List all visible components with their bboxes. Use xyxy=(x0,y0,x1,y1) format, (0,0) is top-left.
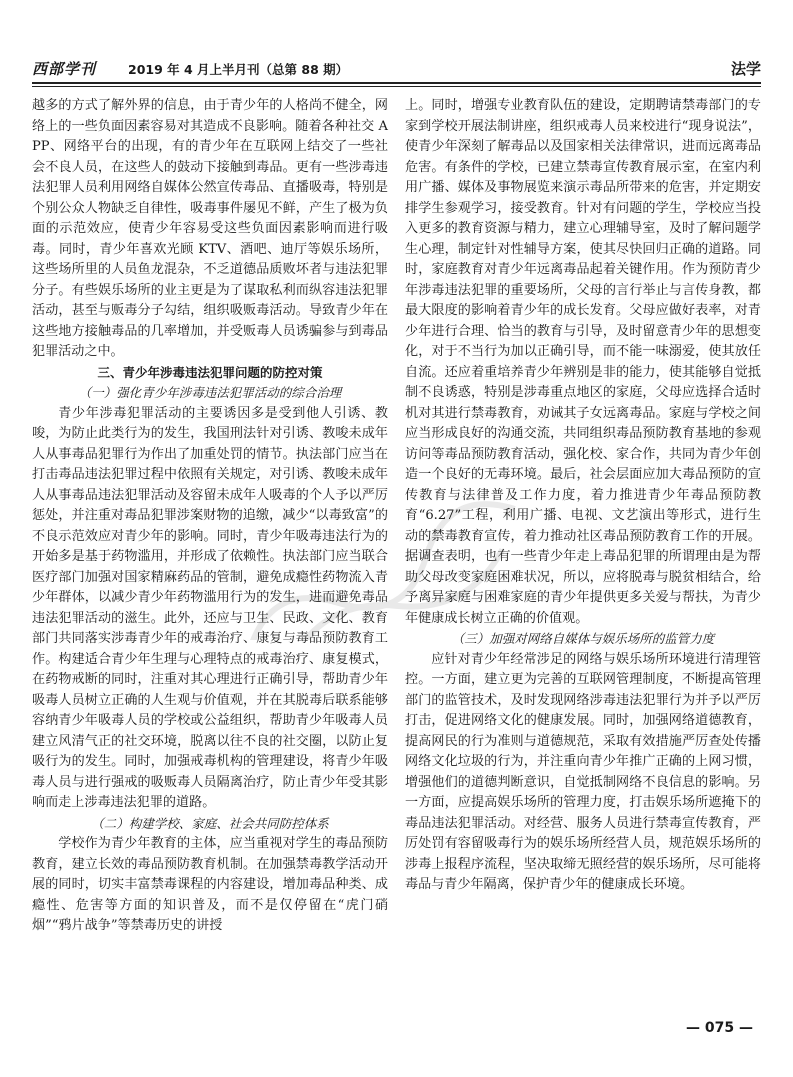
page-header xyxy=(32,58,761,80)
paragraph: 越多的方式了解外界的信息，由于青少年的人格尚不健全，网络上的一些负面因素容易对其造成不良影响。随着各种社交 APP、网络平台的出现，有的青少年在互联网上结交了一些社会不良人员，在这些人的鼓动下接触到毒品。更有一些涉毒违法犯罪人员利用网络自媒体公然宣传毒品、直播吸毒，特别是个别公众人物缺乏自律性，吸毒事件屡见不鲜，产生了极为负面的示范效应，使青少年容易受这些负面因素影响而进行吸毒。同时，青少年喜欢光顾 KTV、酒吧、迪厅等娱乐场所，这些场所里的人员鱼龙混杂，不乏道德品质败坏者与违法犯罪分子。有些娱乐场所的业主更是为了谋取私利而纵容违法犯罪活动，甚至与贩毒分子勾结，组织吸贩毒活动。导致青少年在这些地方接触毒品的几率增加，并受贩毒人员诱骗参与到毒品犯罪活动之中。 xyxy=(32,98,388,359)
paragraph: 上。同时，增强专业教育队伍的建设，定期聘请禁毒部门的专家到学校开展法制讲座，组织戒毒人员来校进行“现身说法”，使青少年深刻了解毒品以及国家相关法律常识，进而远离毒品危害。有条件的学校，已建立禁毒宣传教育展示室，在室内利用广播、媒体及事物展览来演示毒品所带来的危害，并定期安排学生参观学习，接受教育。针对有问题的学生，学校应当投入更多的教育资源与精力，建立心理辅导室，及时了解问题学生心理，制定针对性辅导方案，使其尽快回归正确的道路。同时，家庭教育对青少年远离毒品起着关键作用。作为预防青少年涉毒违法犯罪的重要场所，父母的言行举止与言传身教，都最大限度的影响着青少年的成长发育。父母应做好表率，对青少年进行合理、恰当的教育与引导，及时留意青少年的思想变化，对于不当行为加以正确引导，而不能一味溺爱，使其放任自流。还应着重培养青少年辨别是非的能力，使其能够自觉抵制不良诱惑，特别是涉毒重点地区的家庭，父母应选择合适时机对其进行禁毒教育，劝诫其子女远离毒品。家庭与学校之间应当形成良好的沟通交流，共同组织毒品预防教育基地的参观访问等毒品预防教育活动，强化校、家合作，共同为青少年创造一个良好的无毒环境。最后，社会层面应加大毒品预防的宣传教育与法律普及工作力度，着力推进青少年毒品预防教育“6.27”工程，利用广播、电视、文艺演出等形式，进行生动的禁毒教育宣传，着力推动社区毒品预防教育工作的开展。据调查表明，也有一些青少年走上毒品犯罪的所谓理由是为帮助父母改变家庭困难状况，所以，应将脱毒与脱贫相结合，给予离异家庭与困难家庭的青少年提供更多关爱与帮扶，为青少年健康成长树立正确的价值观。 xyxy=(405,98,761,626)
header-rule-thin xyxy=(32,86,761,87)
subsection-heading: （一）强化青少年涉毒违法犯罪活动的综合治理 xyxy=(78,385,342,400)
paragraph: 应针对青少年经常涉足的网络与娱乐场所环境进行清理管控。一方面，建立更为完善的互联网管理制度，不断提高管理部门的监管技术，及时发现网络涉毒违法犯罪行为并予以严厉打击，促进网络文化的健康发展。同时，加强网络道德教育，提高网民的行为准则与道德规范，采取有效措施严厉查处传播网络文化垃圾的行为，并注重向青少年推广正确的上网习惯，增强他们的道德判断意识，自觉抵制网络不良信息的影响。另一方面，应提高娱乐场所的管理力度，打击娱乐场所遮掩下的毒品违法犯罪活动。对经营、服务人员进行禁毒宣传教育，严厉处罚有容留吸毒行为的娱乐场所经营人员，规范娱乐场所的涉毒上报程序流程，坚决取缔无照经营的娱乐场所，尽可能将毒品与青少年隔离，保护青少年的健康成长环境。 xyxy=(405,651,761,892)
issue-info: 2019 年 4 月上半月刊（总第 88 期） xyxy=(128,62,349,77)
section-label: 法学 xyxy=(730,60,761,78)
journal-logo: 西部学刊 xyxy=(32,60,97,78)
header-rule-thick xyxy=(32,82,761,84)
paragraph: 青少年涉毒犯罪活动的主要诱因多是受到他人引诱、教唆，为防止此类行为的发生，我国刑法针对引诱、教唆未成年人从事毒品犯罪行为作出了加重处罚的情节。执法部门应当在打击毒品违法犯罪过程中依照有关规定，对引诱、教唆未成年人从事毒品违法犯罪活动及容留未成年人吸毒的个人予以严厉惩处，并注重对毒品犯罪涉案财物的追缴，减少“以毒致富”的不良示范效应对青少年的影响。同时，青少年吸毒违法行为的开始多是基于药物滥用，并形成了依赖性。执法部门应当联合医疗部门加强对国家精麻药品的管制，避免成瘾性药物流入青少年群体，以减少青少年药物滥用行为的发生，进而避免毒品违法犯罪活动的滋生。此外，还应与卫生、民政、文化、教育部门共同落实涉毒青少年的戒毒治疗、康复与毒品预防教育工作。构建适合青少年生理与心理特点的戒毒治疗、康复模式，在药物戒断的同时，注重对其心理进行正确引导，帮助青少年吸毒人员树立正确的人生观与价值观，并在其脱毒后联系能够容纳青少年吸毒人员的学校或公益组织，帮助青少年吸毒人员建立风清气正的社交环境，脱离以往不良的社交圈，以防止复吸行为的发生。同时，加强戒毒机构的管理建设，将青少年吸毒人员与进行强戒的吸贩毒人员隔离治疗，防止青少年受其影响而走上涉毒违法犯罪的道路。 xyxy=(32,405,388,810)
right-column xyxy=(405,96,761,896)
paragraph: 学校作为青少年教育的主体，应当重视对学生的毒品预防教育，建立长效的毒品预防教育机制。在加强禁毒教学活动开展的同时，切实丰富禁毒课程的内容建设，增加毒品种类、成瘾性、危害等方面的知识普及，而不是仅停留在“虎门硝烟”“鸦片战争”等禁毒历史的讲授 xyxy=(32,836,388,933)
subsection-heading: （三）加强对网络自媒体与娱乐场所的监管力度 xyxy=(451,631,715,646)
page-number: — 075 — xyxy=(686,1020,753,1036)
section-heading: 三、青少年涉毒违法犯罪问题的防控对策 xyxy=(97,364,323,380)
left-column xyxy=(32,96,388,937)
subsection-heading: （二）构建学校、家庭、社会共同防控体系 xyxy=(91,815,329,831)
